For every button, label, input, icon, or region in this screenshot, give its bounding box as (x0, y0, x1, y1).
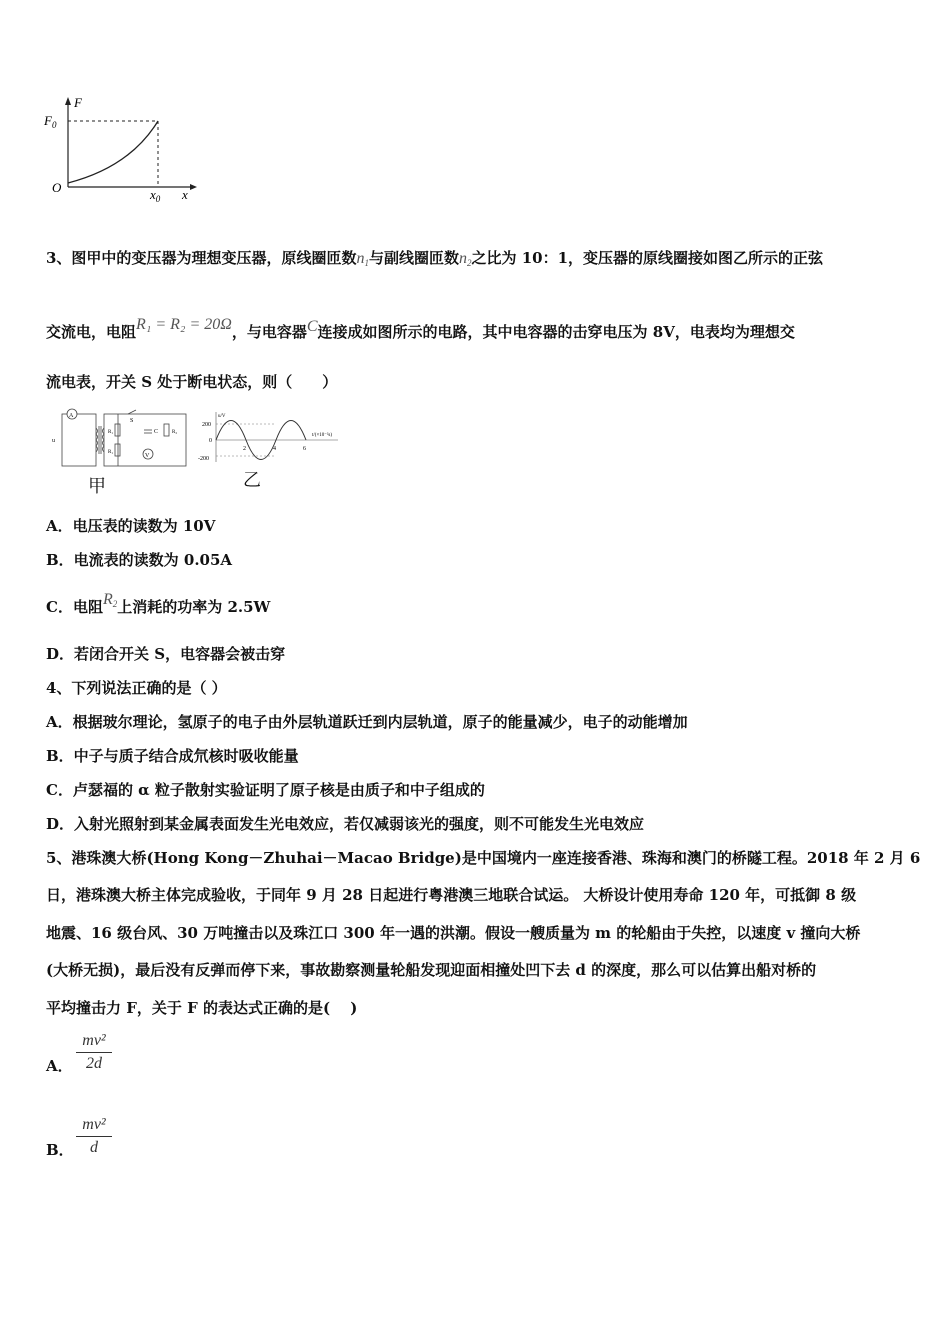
svg-text:u: u (52, 438, 55, 444)
q3-stem-line1: 3、图甲中的变压器为理想变压器，原线圈匝数$n_1$与副线圈匝数$n_2$之比为 10：1，变压器的原线圈接如图乙所示的正弦 (46, 249, 824, 268)
x0-label: $x_0$ (150, 187, 161, 204)
circuit-diagram-jia (48, 408, 188, 488)
q5-stem-line1: 5、港珠澳大桥(Hong Kong－Zhuhai－Macao Bridge)是中国境内一座连接香港、珠海和澳门的桥隧工程。2018 年 2 月 6 (46, 849, 921, 867)
t-axis-label: t/(×10⁻²s) (312, 433, 333, 438)
svg-text:C: C (154, 429, 159, 435)
y-tick-top: 200 (202, 422, 211, 428)
q5-stem-line2: 日，港珠澳大桥主体完成验收，于同年 9 月 28 日起进行粤港澳三地联合试运。 大桥设计使用寿命 120 年，可抵御 8 级 (46, 886, 857, 904)
q3-stem-line3: 流电表，开关 S 处于断电状态，则（ ） (46, 373, 338, 391)
origin-label: O (52, 180, 62, 195)
u-axis-label: u/V (218, 414, 226, 419)
svg-text:S: S (130, 418, 134, 424)
q5-stem-line3: 地震、16 级台风、30 万吨撞击以及珠江口 300 年一遇的洪潮。假设一艘质量为 m 的轮船由于失控，以速度 v 撞向大桥 (46, 924, 861, 942)
q4-option-a: A．根据玻尔理论，氢原子的电子由外层轨道跃迁到内层轨道，原子的能量减少，电子的动能增加 (46, 713, 688, 731)
q5-option-a-label: A． (46, 1057, 73, 1075)
q4-option-b: B．中子与质子结合成氘核时吸收能量 (46, 747, 299, 765)
q4-option-d: D．入射光照射到某金属表面发生光电效应，若仅减弱该光的强度，则不可能发生光电效应 (46, 815, 645, 833)
svg-text:V: V (145, 453, 150, 459)
y-tick-zero: 0 (209, 438, 212, 444)
figure-jia-label: 甲 (88, 476, 106, 497)
y-axis-label: F (74, 95, 82, 110)
x-axis-label: x (182, 187, 188, 202)
x-tick-2: 2 (243, 446, 246, 452)
q3-stem-line2: 交流电，电阻R₁ = R₂ = 20Ω，与电容器C连接成如图所示的电路，其中电容器的击穿电压为 8V，电表均为理想交 (46, 316, 795, 341)
sine-wave-graph-yi (196, 410, 346, 466)
q5-option-b-formula: mv² d (76, 1116, 112, 1157)
q4-stem: 4、下列说法正确的是（ ） (46, 679, 227, 697)
q3-option-b: B．电流表的读数为 0.05A (46, 551, 233, 569)
f0-label: $F_0$ (44, 113, 57, 130)
y-tick-bottom: -200 (198, 456, 209, 462)
svg-text:R₂: R₂ (172, 430, 178, 435)
q5-option-b-label: B． (46, 1141, 74, 1159)
q5-stem-line4: (大桥无损)，最后没有反弹而停下来，事故勘察测量轮船发现迎面相撞处凹下去 d 的深度，那么可以估算出船对桥的 (46, 961, 817, 979)
x-tick-4: 4 (273, 446, 276, 452)
x-tick-6: 6 (303, 446, 306, 452)
figure-yi-label: 乙 (243, 470, 261, 491)
q5-stem-line5: 平均撞击力 F，关于 F 的表达式正确的是( ) (46, 999, 358, 1017)
svg-text:R₁: R₁ (108, 430, 114, 435)
svg-text:A: A (69, 413, 74, 419)
q3-option-c: C．电阻$R_2$上消耗的功率为 2.5W (46, 591, 271, 616)
q3-option-a: A．电压表的读数为 10V (46, 517, 216, 535)
force-displacement-graph (40, 95, 200, 205)
q5-option-a-formula: mv² 2d (76, 1032, 112, 1073)
resistor-formula: R₁ = R₂ = 20Ω (136, 316, 232, 333)
q3-option-d: D．若闭合开关 S，电容器会被击穿 (46, 645, 286, 663)
svg-text:R₁: R₁ (108, 450, 114, 455)
q4-option-c: C．卢瑟福的 α 粒子散射实验证明了原子核是由质子和中子组成的 (46, 781, 485, 799)
